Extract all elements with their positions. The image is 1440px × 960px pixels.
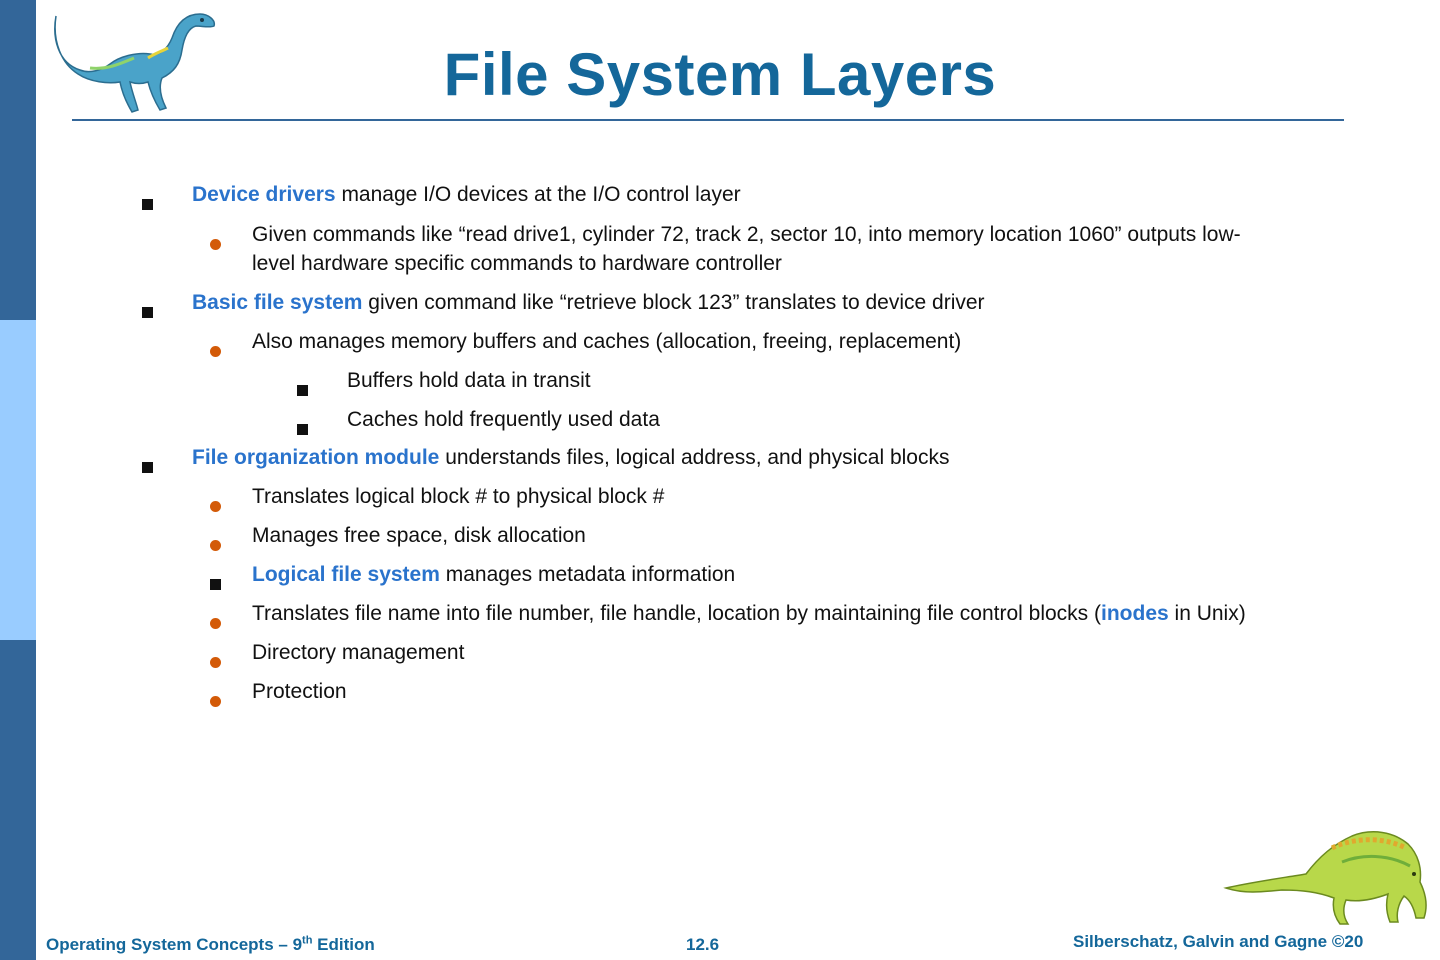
dot-bullet-icon bbox=[210, 540, 221, 551]
footer-authors: Silberschatz, Galvin and Gagne ©20 bbox=[1073, 932, 1364, 951]
square-bullet-icon bbox=[142, 199, 153, 210]
square-bullet-icon bbox=[297, 385, 308, 396]
list-item-text: Also manages memory buffers and caches (allocation, freeing, replacement) bbox=[252, 330, 962, 353]
list-item-text: Protection bbox=[252, 680, 347, 703]
list-item-text: manages metadata information bbox=[439, 563, 736, 586]
footer-book-title bbox=[46, 935, 375, 955]
list-item-text: Directory management bbox=[252, 641, 465, 664]
page-number: 12.6 bbox=[686, 935, 720, 954]
list-item-text: Translates file name into file number, file handle, location by maintaining file control blocks ( bbox=[252, 602, 1101, 625]
footer-book-title-sup: th bbox=[302, 934, 313, 947]
term-device-drivers: Device drivers bbox=[192, 183, 336, 206]
square-bullet-icon bbox=[142, 462, 153, 473]
list-item-text: Buffers hold data in transit bbox=[347, 369, 591, 392]
square-bullet-icon bbox=[142, 307, 153, 318]
list-item-text: manage I/O devices at the I/O control layer bbox=[335, 183, 741, 206]
list-item-text: Manages free space, disk allocation bbox=[252, 524, 586, 547]
side-band-light-segment bbox=[0, 320, 36, 640]
dinosaur-mascot-icon bbox=[1222, 818, 1432, 930]
term-logical-file-system: Logical file system bbox=[252, 563, 440, 586]
list-item-text: given command like “retrieve block 123” translates to device driver bbox=[362, 291, 985, 314]
list-item-text-continued: level hardware specific commands to hardware controller bbox=[252, 252, 782, 275]
list-item-text: Given commands like “read drive1, cylinder 72, track 2, sector 10, into memory location 1060” outputs low- bbox=[252, 223, 1241, 246]
page-title: File System Layers bbox=[443, 41, 997, 108]
list-item-text: Translates logical block # to physical block # bbox=[252, 485, 665, 508]
dot-bullet-icon bbox=[210, 346, 221, 357]
dot-bullet-icon bbox=[210, 501, 221, 512]
list-item-text: Caches hold frequently used data bbox=[347, 408, 660, 431]
side-band bbox=[0, 0, 36, 960]
title-divider bbox=[72, 119, 1344, 121]
list-item-text-tail: in Unix) bbox=[1168, 602, 1246, 625]
term-basic-file-system: Basic file system bbox=[192, 291, 363, 314]
square-bullet-icon bbox=[297, 424, 308, 435]
square-bullet-icon bbox=[210, 579, 221, 590]
dot-bullet-icon bbox=[210, 696, 221, 707]
list-item-text: understands files, logical address, and physical blocks bbox=[439, 446, 950, 469]
footer-book-title-text: Operating System Concepts – 9 bbox=[46, 935, 303, 954]
dot-bullet-icon bbox=[210, 618, 221, 629]
footer-book-title-edition: Edition bbox=[312, 935, 375, 954]
term-file-organization-module: File organization module bbox=[192, 446, 440, 469]
dot-bullet-icon bbox=[210, 239, 221, 250]
dot-bullet-icon bbox=[210, 657, 221, 668]
term-inodes: inodes bbox=[1101, 602, 1169, 625]
